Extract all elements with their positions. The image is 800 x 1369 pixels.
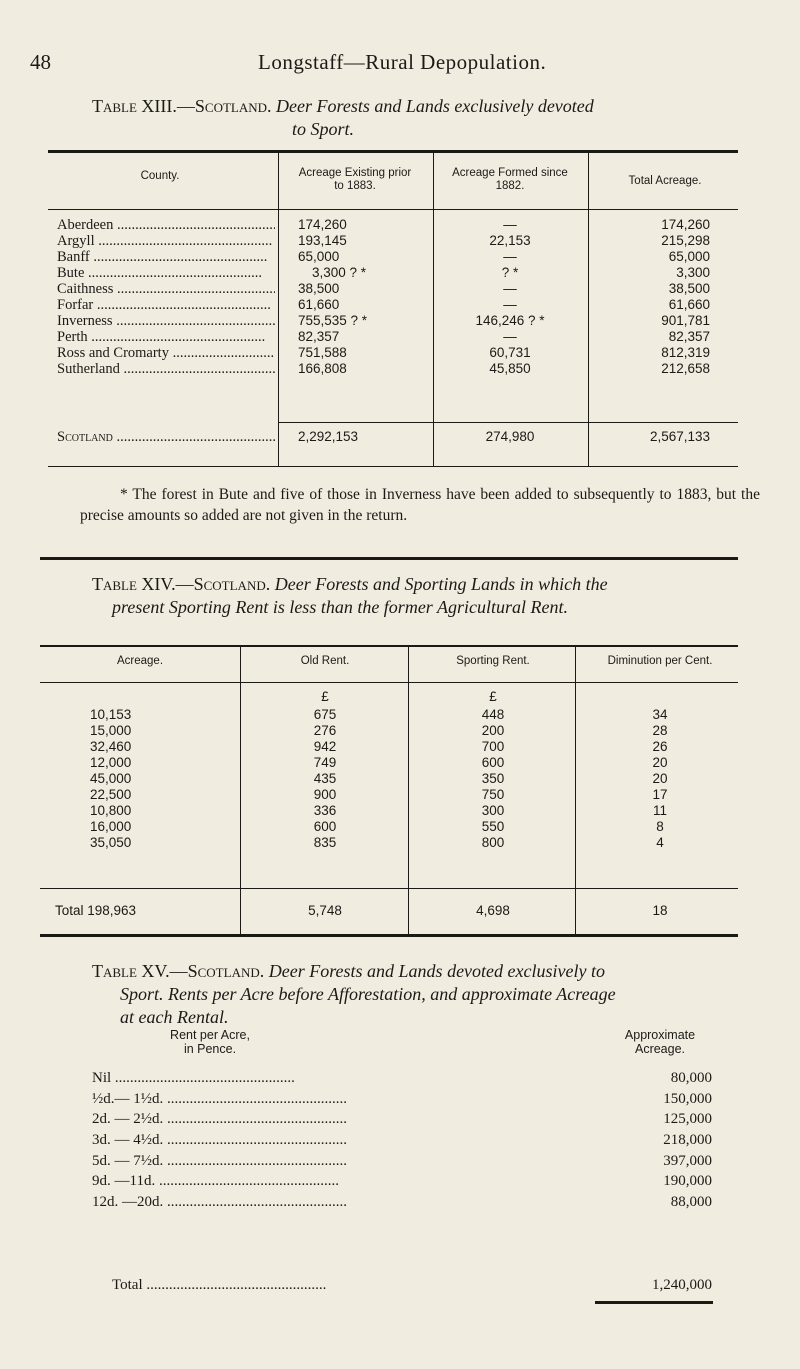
formed-cell: — bbox=[503, 281, 517, 296]
sporting-rent-cell: 800 bbox=[481, 835, 505, 850]
acreage-header-line2: Acreage. bbox=[634, 1042, 686, 1056]
table15-title-line3: at each Rental. bbox=[120, 1007, 229, 1027]
running-title: Longstaff—Rural Depopulation. bbox=[258, 50, 547, 74]
diminution-cell: 20 bbox=[652, 771, 668, 786]
page-number: 48 bbox=[30, 50, 51, 74]
existing-cell: 65,000 bbox=[298, 249, 340, 264]
table14-acreage-column bbox=[90, 707, 131, 851]
county-row: Inverness ..... bbox=[57, 313, 275, 329]
old-rent-cell: 675 bbox=[313, 707, 337, 722]
table15-end-rule bbox=[595, 1301, 713, 1304]
table13-total-column bbox=[600, 217, 710, 377]
county-row: Bute ..... bbox=[57, 265, 275, 281]
acreage-cell: 10,800 bbox=[90, 803, 132, 818]
table13-header-total: Total Acreage. bbox=[628, 175, 702, 187]
table13-existing-column bbox=[298, 217, 367, 377]
table13-header-county: County. bbox=[140, 170, 180, 182]
section-divider-1 bbox=[40, 557, 738, 560]
table15-row bbox=[92, 1068, 712, 1089]
sporting-rent-cell: 350 bbox=[481, 771, 505, 786]
table15-row bbox=[92, 1192, 712, 1213]
table14-total-rule bbox=[40, 888, 738, 889]
table15-row bbox=[92, 1089, 712, 1110]
acreage-cell: 35,050 bbox=[90, 835, 132, 850]
existing-cell: 193,145 bbox=[298, 233, 347, 248]
table14-header-diminution: Diminution per Cent. bbox=[607, 655, 713, 667]
existing-cell: 166,808 bbox=[298, 361, 347, 376]
old-rent-cell: 900 bbox=[313, 787, 337, 802]
table15-total bbox=[92, 1275, 712, 1296]
acreage-cell: 397,000 bbox=[663, 1152, 712, 1169]
county-row: Banff ..... bbox=[57, 249, 275, 265]
county-row: Argyll ..... bbox=[57, 233, 275, 249]
total-cell: 812,319 bbox=[661, 345, 710, 360]
acreage-cell: 218,000 bbox=[663, 1132, 712, 1149]
table14-old-rent-column bbox=[250, 707, 400, 851]
table15-row bbox=[92, 1130, 712, 1151]
acreage-cell: 10,153 bbox=[90, 707, 132, 722]
formed-cell: 45,850 bbox=[489, 361, 531, 376]
table15-row bbox=[92, 1151, 712, 1172]
sporting-rent-cell: 448 bbox=[481, 707, 505, 722]
acreage-header-line1: Approximate bbox=[624, 1028, 696, 1042]
acreage-cell: 16,000 bbox=[90, 819, 132, 834]
existing-cell: 751,588 bbox=[298, 345, 347, 360]
table15-title-line2: Sport. Rents per Acre before Afforestation, and approximate Acreage bbox=[120, 984, 616, 1004]
diminution-cell: 11 bbox=[652, 803, 667, 818]
diminution-cell: 20 bbox=[652, 755, 668, 770]
acreage-cell: 15,000 bbox=[90, 723, 132, 738]
table14-caption bbox=[92, 573, 772, 619]
table14-total-label: Total 198,963 bbox=[55, 903, 137, 918]
table13-vline-2 bbox=[433, 153, 434, 466]
table14-title-line2: present Sporting Rent is less than the former Agricultural Rent. bbox=[112, 597, 568, 617]
acreage-cell: 190,000 bbox=[663, 1173, 712, 1190]
formed-cell: — bbox=[503, 329, 517, 344]
table14-sporting-rent-column bbox=[418, 707, 568, 851]
table14-total-diminution: 18 bbox=[652, 903, 668, 918]
old-rent-currency: £ bbox=[321, 689, 329, 704]
table15-total-row bbox=[92, 1275, 712, 1296]
sporting-rent-currency: £ bbox=[489, 689, 497, 704]
old-rent-cell: 276 bbox=[313, 723, 337, 738]
table15-caption bbox=[92, 960, 782, 1029]
table15-header-acreage bbox=[590, 1028, 730, 1056]
table15-total-value: 1,240,000 bbox=[652, 1277, 712, 1293]
rent-cell: 5d. — 7½d. ..... bbox=[92, 1151, 512, 1172]
rent-cell: ½d.— 1½d. ..... bbox=[92, 1089, 512, 1110]
existing-cell: 82,357 bbox=[298, 329, 340, 344]
acreage-cell: 125,000 bbox=[663, 1111, 712, 1128]
acreage-cell: 150,000 bbox=[663, 1090, 712, 1107]
table13-formed-column bbox=[440, 217, 580, 377]
rent-cell: Nil ..... bbox=[92, 1068, 512, 1089]
rent-cell: 3d. — 4½d. ..... bbox=[92, 1130, 512, 1151]
old-rent-cell: 942 bbox=[313, 739, 337, 754]
table14-header-rule bbox=[40, 682, 738, 683]
table13-footnote: * The forest in Bute and five of those in Inverness have been added to subsequently to 1883, but the precise amounts so added are not given in the return. bbox=[80, 486, 760, 524]
old-rent-cell: 435 bbox=[313, 771, 337, 786]
table14-label: Table XIV.—Scotland. bbox=[92, 574, 271, 594]
county-row: Forfar ..... bbox=[57, 297, 275, 313]
sporting-rent-cell: 700 bbox=[481, 739, 505, 754]
sporting-rent-cell: 200 bbox=[481, 723, 505, 738]
table13-vline-3 bbox=[588, 153, 589, 466]
total-cell: 3,300 bbox=[676, 265, 710, 280]
acreage-cell: 12,000 bbox=[90, 755, 132, 770]
rent-header-line1: Rent per Acre, bbox=[170, 1028, 250, 1042]
table13-vline-1 bbox=[278, 153, 279, 466]
table13-header-existing: Acreage Existing prior to 1883. bbox=[298, 167, 412, 192]
old-rent-cell: 600 bbox=[313, 819, 337, 834]
table15-header-rent bbox=[135, 1028, 285, 1056]
rent-cell: 12d. —20d. ..... bbox=[92, 1192, 512, 1213]
acreage-cell: 80,000 bbox=[670, 1070, 712, 1086]
table13-header-formed: Acreage Formed since 1882. bbox=[452, 167, 568, 192]
table13-top-rule bbox=[48, 150, 738, 153]
formed-cell: 60,731 bbox=[489, 345, 531, 360]
sporting-rent-cell: 300 bbox=[481, 803, 505, 818]
table14-header-old-rent: Old Rent. bbox=[300, 655, 350, 667]
acreage-cell: 22,500 bbox=[90, 787, 132, 802]
diminution-cell: 17 bbox=[652, 787, 668, 802]
formed-cell: — bbox=[503, 217, 517, 232]
acreage-cell: 88,000 bbox=[670, 1194, 712, 1211]
table14-diminution-column bbox=[580, 707, 740, 851]
table13-caption bbox=[92, 95, 772, 141]
acreage-cell: 45,000 bbox=[90, 771, 132, 786]
county-row: Sutherland ..... bbox=[57, 361, 275, 377]
diminution-cell: 26 bbox=[652, 739, 668, 754]
table14-total-old-rent: 5,748 bbox=[308, 903, 342, 918]
sporting-rent-cell: 600 bbox=[481, 755, 505, 770]
formed-cell: — bbox=[503, 249, 517, 264]
total-cell: 901,781 bbox=[661, 313, 710, 328]
rent-cell: 2d. — 2½d. ..... bbox=[92, 1109, 512, 1130]
county-row: Aberdeen ..... bbox=[57, 217, 275, 233]
table14-vline-1 bbox=[240, 647, 241, 934]
total-cell: 215,298 bbox=[661, 233, 710, 248]
county-row: Ross and Cromarty ..... bbox=[57, 345, 275, 361]
table14-vline-3 bbox=[575, 647, 576, 934]
table14-vline-2 bbox=[408, 647, 409, 934]
table15-row bbox=[92, 1109, 712, 1130]
total-cell: 65,000 bbox=[668, 249, 710, 264]
rent-header-line2: in Pence. bbox=[183, 1042, 237, 1056]
old-rent-cell: 336 bbox=[313, 803, 337, 818]
table14-bottom-rule bbox=[40, 934, 738, 937]
existing-cell: 3,300 ? * bbox=[312, 265, 367, 280]
existing-cell: 174,260 bbox=[298, 217, 347, 232]
table13-county-column bbox=[57, 217, 275, 377]
formed-cell: 22,153 bbox=[489, 233, 531, 248]
existing-cell: 755,535 ? * bbox=[298, 313, 368, 328]
existing-cell: 61,660 bbox=[298, 297, 340, 312]
total-cell: 38,500 bbox=[668, 281, 710, 296]
formed-cell: 146,246 ? * bbox=[475, 313, 545, 328]
county-row: Caithness ..... bbox=[57, 281, 275, 297]
table13-total-existing: 2,292,153 bbox=[298, 429, 359, 444]
sporting-rent-cell: 750 bbox=[481, 787, 505, 802]
old-rent-cell: 749 bbox=[313, 755, 337, 770]
scotland-total-label: Scotland ..... bbox=[57, 429, 275, 445]
total-cell: 212,658 bbox=[661, 361, 710, 376]
table14-top-rule bbox=[40, 645, 738, 647]
county-row: Perth ..... bbox=[57, 329, 275, 345]
rent-cell: 9d. —11d. ..... bbox=[92, 1171, 512, 1192]
total-cell: 174,260 bbox=[661, 217, 710, 232]
table15-row bbox=[92, 1171, 712, 1192]
formed-cell: — bbox=[503, 297, 517, 312]
table13-title-line1: Deer Forests and Lands exclusively devoted bbox=[276, 96, 594, 116]
diminution-cell: 8 bbox=[656, 819, 664, 834]
table13-total-label bbox=[57, 429, 275, 445]
table13-bottom-rule bbox=[48, 466, 738, 467]
table13-header-rule bbox=[48, 209, 738, 210]
old-rent-cell: 835 bbox=[313, 835, 337, 850]
table14-total-sporting-rent: 4,698 bbox=[476, 903, 510, 918]
table15-rows bbox=[92, 1068, 712, 1213]
total-cell: 61,660 bbox=[668, 297, 710, 312]
diminution-cell: 4 bbox=[656, 835, 664, 850]
table13-total-total: 2,567,133 bbox=[649, 429, 710, 444]
table13-title-line2: to Sport. bbox=[292, 119, 355, 139]
table15-label: Table XV.—Scotland. bbox=[92, 961, 265, 981]
table13-total-formed: 274,980 bbox=[485, 429, 535, 444]
diminution-cell: 34 bbox=[652, 707, 668, 722]
total-cell: 82,357 bbox=[668, 329, 710, 344]
table13-label: Table XIII.—Scotland. bbox=[92, 96, 272, 116]
existing-cell: 38,500 bbox=[298, 281, 340, 296]
sporting-rent-cell: 550 bbox=[481, 819, 505, 834]
table15-total-label: Total ..... bbox=[92, 1275, 532, 1296]
acreage-cell: 32,460 bbox=[90, 739, 132, 754]
table14-header-acreage: Acreage. bbox=[116, 655, 164, 667]
formed-cell: ? * bbox=[501, 265, 519, 280]
table15-title-line1: Deer Forests and Lands devoted exclusively to bbox=[268, 961, 605, 981]
table14-header-sporting-rent: Sporting Rent. bbox=[456, 655, 530, 667]
table13-total-rule bbox=[278, 422, 738, 423]
table14-title-line1: Deer Forests and Sporting Lands in which the bbox=[274, 574, 608, 594]
diminution-cell: 28 bbox=[652, 723, 668, 738]
